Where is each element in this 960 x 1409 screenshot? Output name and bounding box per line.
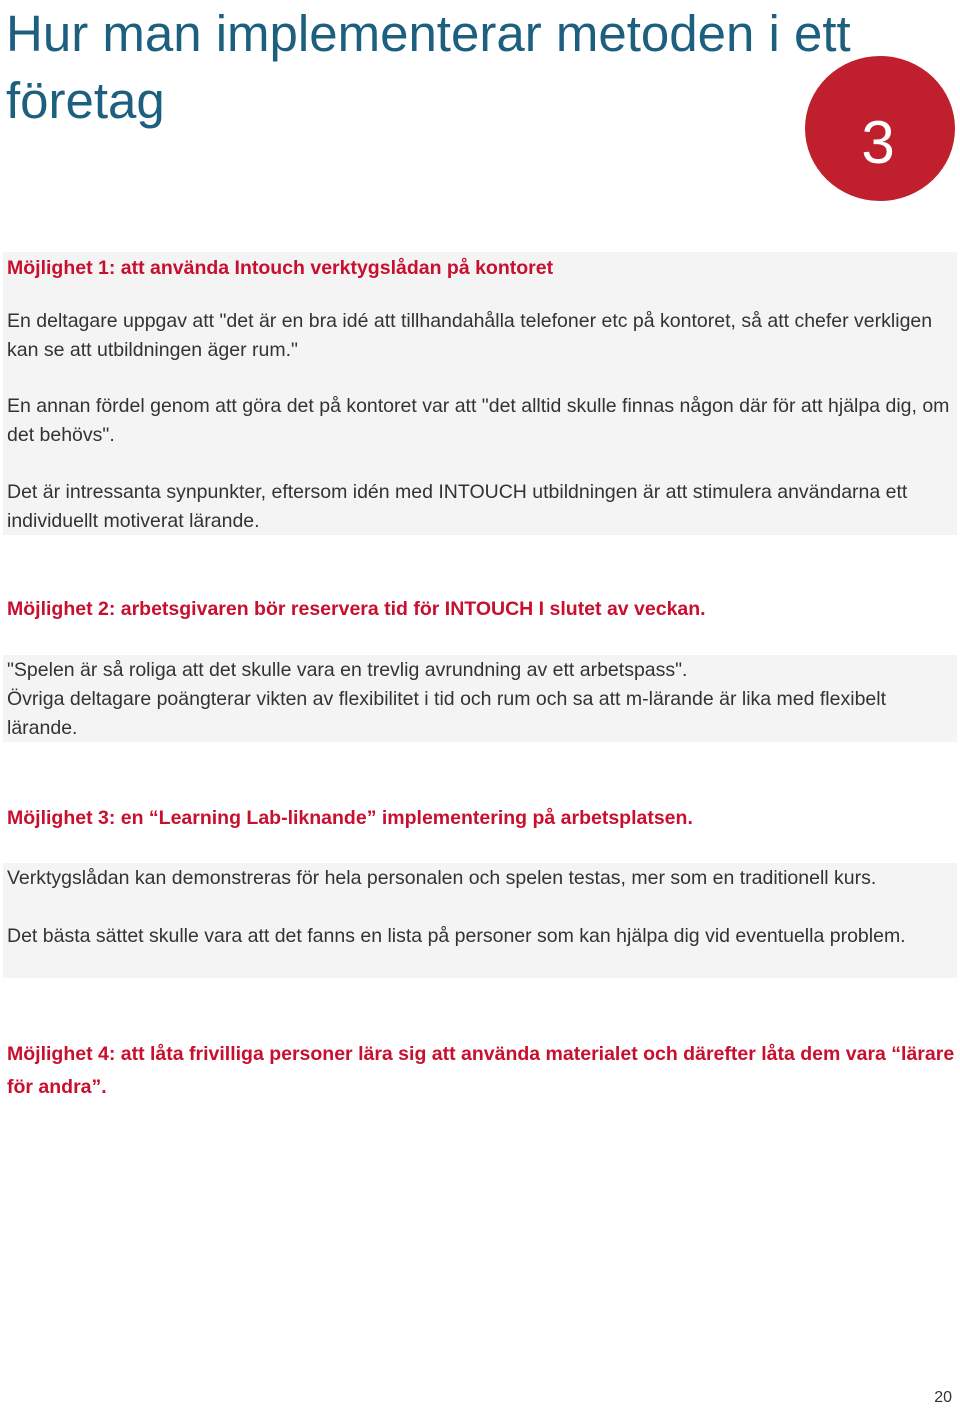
section-1-paragraph-1: En deltagare uppgav att "det är en bra idé att tillhandahålla telefoner etc på kontoret, så att chefer verkligen kan se att utbildningen äger rum." bbox=[7, 310, 933, 361]
section-3-paragraph-1: Verktygslådan kan demonstreras för hela personalen och spelen testas, mer som en traditionell kurs. bbox=[7, 867, 877, 889]
chapter-number-badge bbox=[805, 56, 955, 201]
chapter-number: 3 bbox=[861, 108, 895, 176]
section-4-heading: Möjlighet 4: att låta frivilliga personer lära sig att använda materialet och därefter låta dem vara “lärare för andra”. bbox=[7, 1043, 955, 1098]
section-1-paragraph-2: En annan fördel genom att göra det på kontoret var att "det alltid skulle finnas någon där för att hjälpa dig, om det behövs". bbox=[7, 395, 950, 446]
section-2-paragraph-2: Övriga deltagare poängterar vikten av flexibilitet i tid och rum och sa att m-lärande är lika med flexibelt lärande. bbox=[7, 688, 887, 739]
section-1-paragraph-3: Det är intressanta synpunkter, eftersom idén med INTOUCH utbildningen är att stimulera användarna ett individuellt motiverat lärande. bbox=[7, 481, 908, 532]
section-2-heading: Möjlighet 2: arbetsgivaren bör reservera tid för INTOUCH I slutet av veckan. bbox=[7, 598, 706, 620]
section-3-heading: Möjlighet 3: en “Learning Lab-liknande” implementering på arbetsplatsen. bbox=[7, 807, 693, 829]
section-3-paragraph-2: Det bästa sättet skulle vara att det fanns en lista på personer som kan hjälpa dig vid eventuella problem. bbox=[7, 925, 906, 947]
section-1-heading: Möjlighet 1: att använda Intouch verktygslådan på kontoret bbox=[7, 257, 554, 279]
section-2-paragraph-1: "Spelen är så roliga att det skulle vara en trevlig avrundning av ett arbetspass". bbox=[7, 659, 688, 681]
page-title: Hur man implementerar metoden i ett företag bbox=[6, 5, 851, 129]
page-number: 20 bbox=[934, 1389, 952, 1406]
